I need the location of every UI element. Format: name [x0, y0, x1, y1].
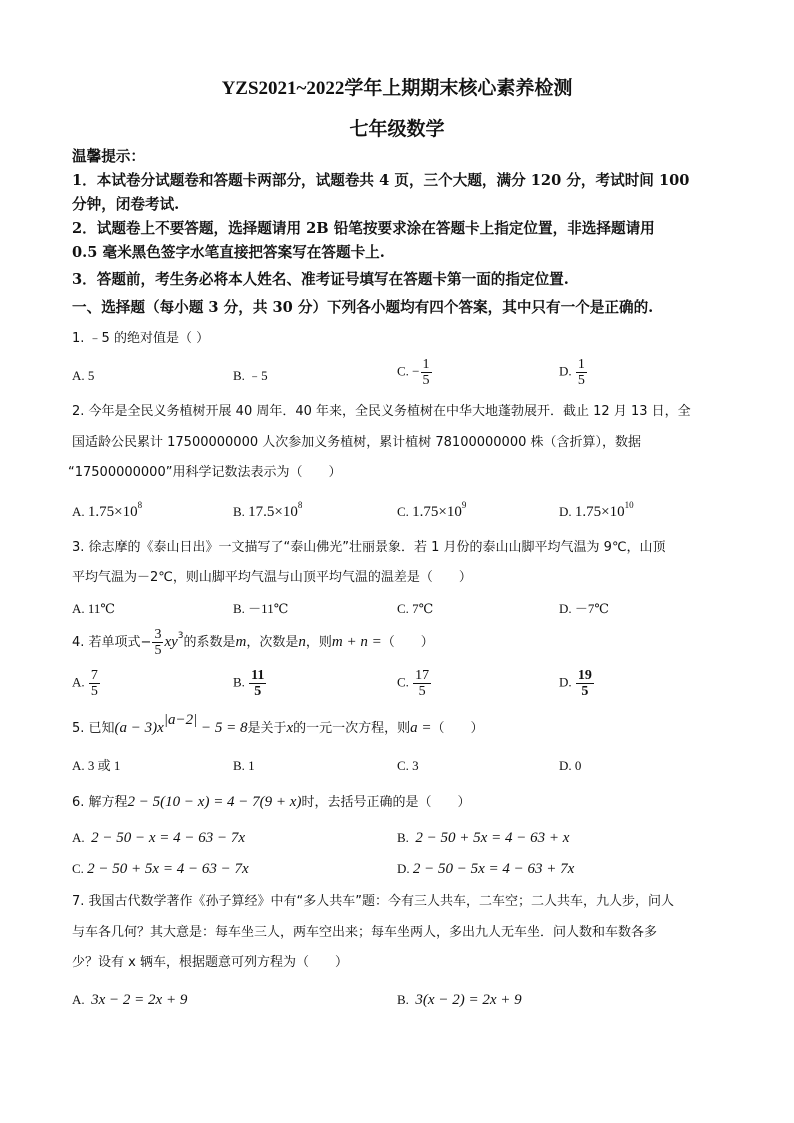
q7-line-1: 7. 我国古代数学著作《孙子算经》中有“多人共车”题：今有三人共车，二车空；二人共车，九人步，问人: [72, 894, 675, 909]
q1-option-b: B. ﹣5: [233, 368, 268, 383]
q4-option-d: D. $\frac{19}{5}$: [559, 668, 592, 699]
q3-option-b: B. －11℃: [233, 601, 289, 616]
q6-option-d: D. 2 − 50 − 5x = 4 − 63 + 7x: [397, 861, 575, 877]
q7-line-2: 与车各几何？其大意是：每车坐三人，两车空出来；每车坐两人，多出九人无车坐．问人数和车数各多: [72, 925, 658, 940]
q7-option-b: B. 3(x − 2) = 2x + 9: [397, 992, 522, 1008]
q6-stem: 6. 解方程2 − 5(10 − x) = 4 − 7(9 + x)时，去括号正确的是（ ）: [72, 794, 471, 810]
tip-1-line-2: 分钟，闭卷考试.: [72, 196, 180, 213]
tips-heading: 温馨提示：: [72, 148, 145, 165]
q1-stem: 1. ﹣5 的绝对值是（ ）: [72, 331, 210, 346]
q3-line-1: 3. 徐志摩的《泰山日出》一文描写了“泰山佛光”壮丽景象．若 1 月份的泰山山脚平均气温为 9℃，山顶: [72, 540, 666, 555]
q4-option-b: B. $\frac{11}{5}$: [233, 668, 265, 699]
q1-option-a: A. 5: [72, 368, 95, 383]
q5-stem: 5. 已知$(a - 3)x^{|a-2|} - 5 = 8$是关于x的一元一次方程，则a =（ ）: [72, 712, 484, 736]
q5-option-d: D. 0: [559, 758, 582, 773]
q2-option-b: B. $17.5\times 10^8$: [233, 500, 303, 520]
tip-1-line-1: 1．本试卷分试题卷和答题卡两部分，试题卷共 4 页，三个大题，满分 120 分，考试时间 100: [72, 172, 690, 189]
q4-option-c: C. $\frac{17}{5}$: [397, 668, 430, 699]
section-1-heading: 一、选择题（每小题 3 分，共 30 分）下列各小题均有四个答案，其中只有一个是正确的.: [72, 299, 654, 316]
tip-3: 3．答题前，考生务必将本人姓名、准考证号填写在答题卡第一面的指定位置.: [72, 271, 569, 288]
q2-option-c: C. $1.75\times 10^9$: [397, 500, 467, 520]
q1-option-d: D. $\frac{1}{5}$: [559, 357, 585, 388]
q2-line-3: “17500000000”用科学记数法表示为（ ）: [68, 465, 342, 480]
q6-option-b: B. 2 − 50 + 5x = 4 − 63 + x: [397, 830, 570, 846]
q6-option-a: A. 2 − 50 − x = 4 − 63 − 7x: [72, 830, 246, 846]
q2-line-1: 2. 今年是全民义务植树开展 40 周年．40 年来，全民义务植树在中华大地蓬勃展开．截止 12 月 13 日，全: [72, 404, 691, 419]
q6-option-c: C. 2 − 50 + 5x = 4 − 63 − 7x: [72, 861, 249, 877]
q4-stem: 4. 若单项式− $\frac{3}{5}$ $xy^3$的系数是m，次数是n，则m + n =（ ）: [72, 627, 434, 658]
exam-subtitle: 七年级数学: [349, 119, 445, 140]
q7-option-a: A. 3x − 2 = 2x + 9: [72, 992, 188, 1008]
q5-option-c: C. 3: [397, 758, 419, 773]
q3-option-a: A. 11℃: [72, 601, 115, 616]
tip-2-line-1: 2．试题卷上不要答题，选择题请用 2B 铅笔按要求涂在答题卡上指定位置，非选择题请用: [72, 220, 655, 237]
q5-option-a: A. 3 或 1: [72, 758, 121, 773]
q3-line-2: 平均气温为－2℃，则山脚平均气温与山顶平均气温的温差是（ ）: [72, 570, 472, 585]
q3-option-d: D. －7℃: [559, 601, 609, 616]
q3-option-c: C. 7℃: [397, 601, 434, 616]
q2-line-2: 国适龄公民累计 17500000000 人次参加义务植树，累计植树 78100000000 株（含折算），数据: [72, 435, 641, 450]
exam-title: YZS2021~2022学年上期期末核心素养检测: [221, 78, 573, 99]
q4-option-a: A. $\frac{7}{5}$: [72, 668, 98, 699]
q1-option-c: C. − $\frac{1}{5}$: [397, 357, 430, 388]
tip-2-line-2: 0.5 毫米黑色签字水笔直接把答案写在答题卡上.: [72, 244, 385, 261]
q7-line-3: 少？设有 x 辆车，根据题意可列方程为（ ）: [72, 955, 348, 970]
q2-option-a: A. $1.75\times 10^8$: [72, 500, 143, 520]
q5-option-b: B. 1: [233, 758, 255, 773]
q2-option-d: D. $1.75\times 10^{10}$: [559, 500, 634, 520]
